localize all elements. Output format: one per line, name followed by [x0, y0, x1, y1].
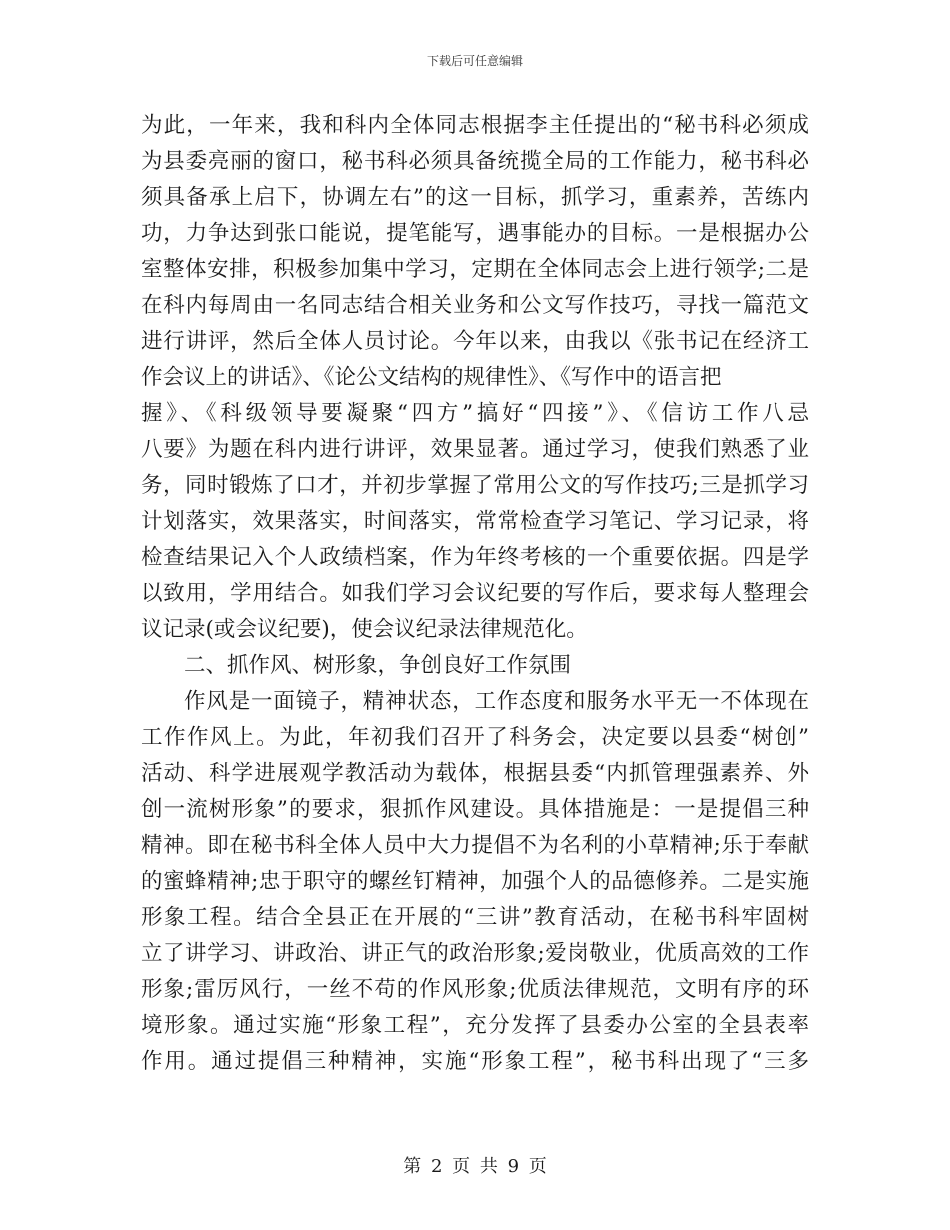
body-line: 工作作风上。为此，年初我们召开了科务会，决定要以县委“树创” — [141, 725, 809, 750]
body-line: 境形象。通过实施“形象工程”，充分发挥了县委办公室的全县表率 — [141, 1013, 809, 1038]
body-line: 务，同时锻炼了口才，并初步掌握了常用公文的写作技巧;三是抓学习 — [141, 473, 809, 498]
body-line: 立了讲学习、讲政治、讲正气的政治形象;爱岗敬业，优质高效的工作 — [141, 941, 809, 966]
body-line: 精神。即在秘书科全体人员中大力提倡不为名利的小草精神;乐于奉献 — [141, 833, 809, 858]
body-line: 作会议上的讲话》、《论公文结构的规律性》、《写作中的语言把 — [141, 365, 722, 390]
body-line: 室整体安排，积极参加集中学习，定期在全体同志会上进行领学;二是 — [141, 257, 809, 282]
body-line: 在科内每周由一名同志结合相关业务和公文写作技巧，寻找一篇范文 — [141, 293, 809, 318]
body-line: 计划落实，效果落实，时间落实，常常检查学习笔记、学习记录，将 — [141, 509, 809, 534]
page-header: 下载后可任意编辑 — [426, 54, 523, 68]
document-body — [141, 108, 809, 1080]
body-line: 活动、科学进展观学教活动为载体，根据县委“内抓管理强素养、外 — [141, 761, 809, 786]
body-line: 为此，一年来，我和科内全体同志根据李主任提出的“秘书科必须成 — [141, 113, 809, 138]
body-line: 的蜜蜂精神;忠于职守的螺丝钉精神，加强个人的品德修养。二是实施 — [141, 869, 809, 894]
body-line: 进行讲评，然后全体人员讨论。今年以来，由我以《张书记在经济工 — [141, 329, 809, 354]
body-line: 握》、《科级领导要凝聚“四方”搞好“四接”》、《信访工作八忌 — [141, 401, 809, 426]
body-line: 形象工程。结合全县正在开展的“三讲”教育活动，在秘书科牢固树 — [141, 905, 809, 930]
body-line: 功，力争达到张口能说，提笔能写，遇事能办的目标。一是根据办公 — [141, 221, 809, 246]
section-heading: 二、抓作风、树形象，争创良好工作氛围 — [184, 653, 572, 678]
body-line: 作风是一面镜子，精神状态，工作态度和服务水平无一不体现在 — [184, 689, 809, 714]
page-footer: 第 2 页 共 9 页 — [403, 1156, 547, 1177]
body-line: 须具备承上启下，协调左右”的这一目标，抓学习，重素养，苦练内 — [141, 185, 809, 210]
body-line: 以致用，学用结合。如我们学习会议纪要的写作后，要求每人整理会 — [141, 581, 809, 606]
body-line: 为县委亮丽的窗口，秘书科必须具备统揽全局的工作能力，秘书科必 — [141, 149, 809, 174]
body-line: 议记录(或会议纪要)，使会议纪录法律规范化。 — [141, 617, 588, 642]
body-line: 创一流树形象”的要求，狠抓作风建设。具体措施是：一是提倡三种 — [141, 797, 809, 822]
body-line: 检查结果记入个人政绩档案，作为年终考核的一个重要依据。四是学 — [141, 545, 809, 570]
body-line: 形象;雷厉风行，一丝不苟的作风形象;优质法律规范，文明有序的环 — [141, 977, 809, 1002]
body-line: 八要》为题在科内进行讲评，效果显著。通过学习，使我们熟悉了业 — [141, 437, 809, 462]
body-line: 作用。通过提倡三种精神，实施“形象工程”，秘书科出现了“三多 — [141, 1049, 809, 1074]
